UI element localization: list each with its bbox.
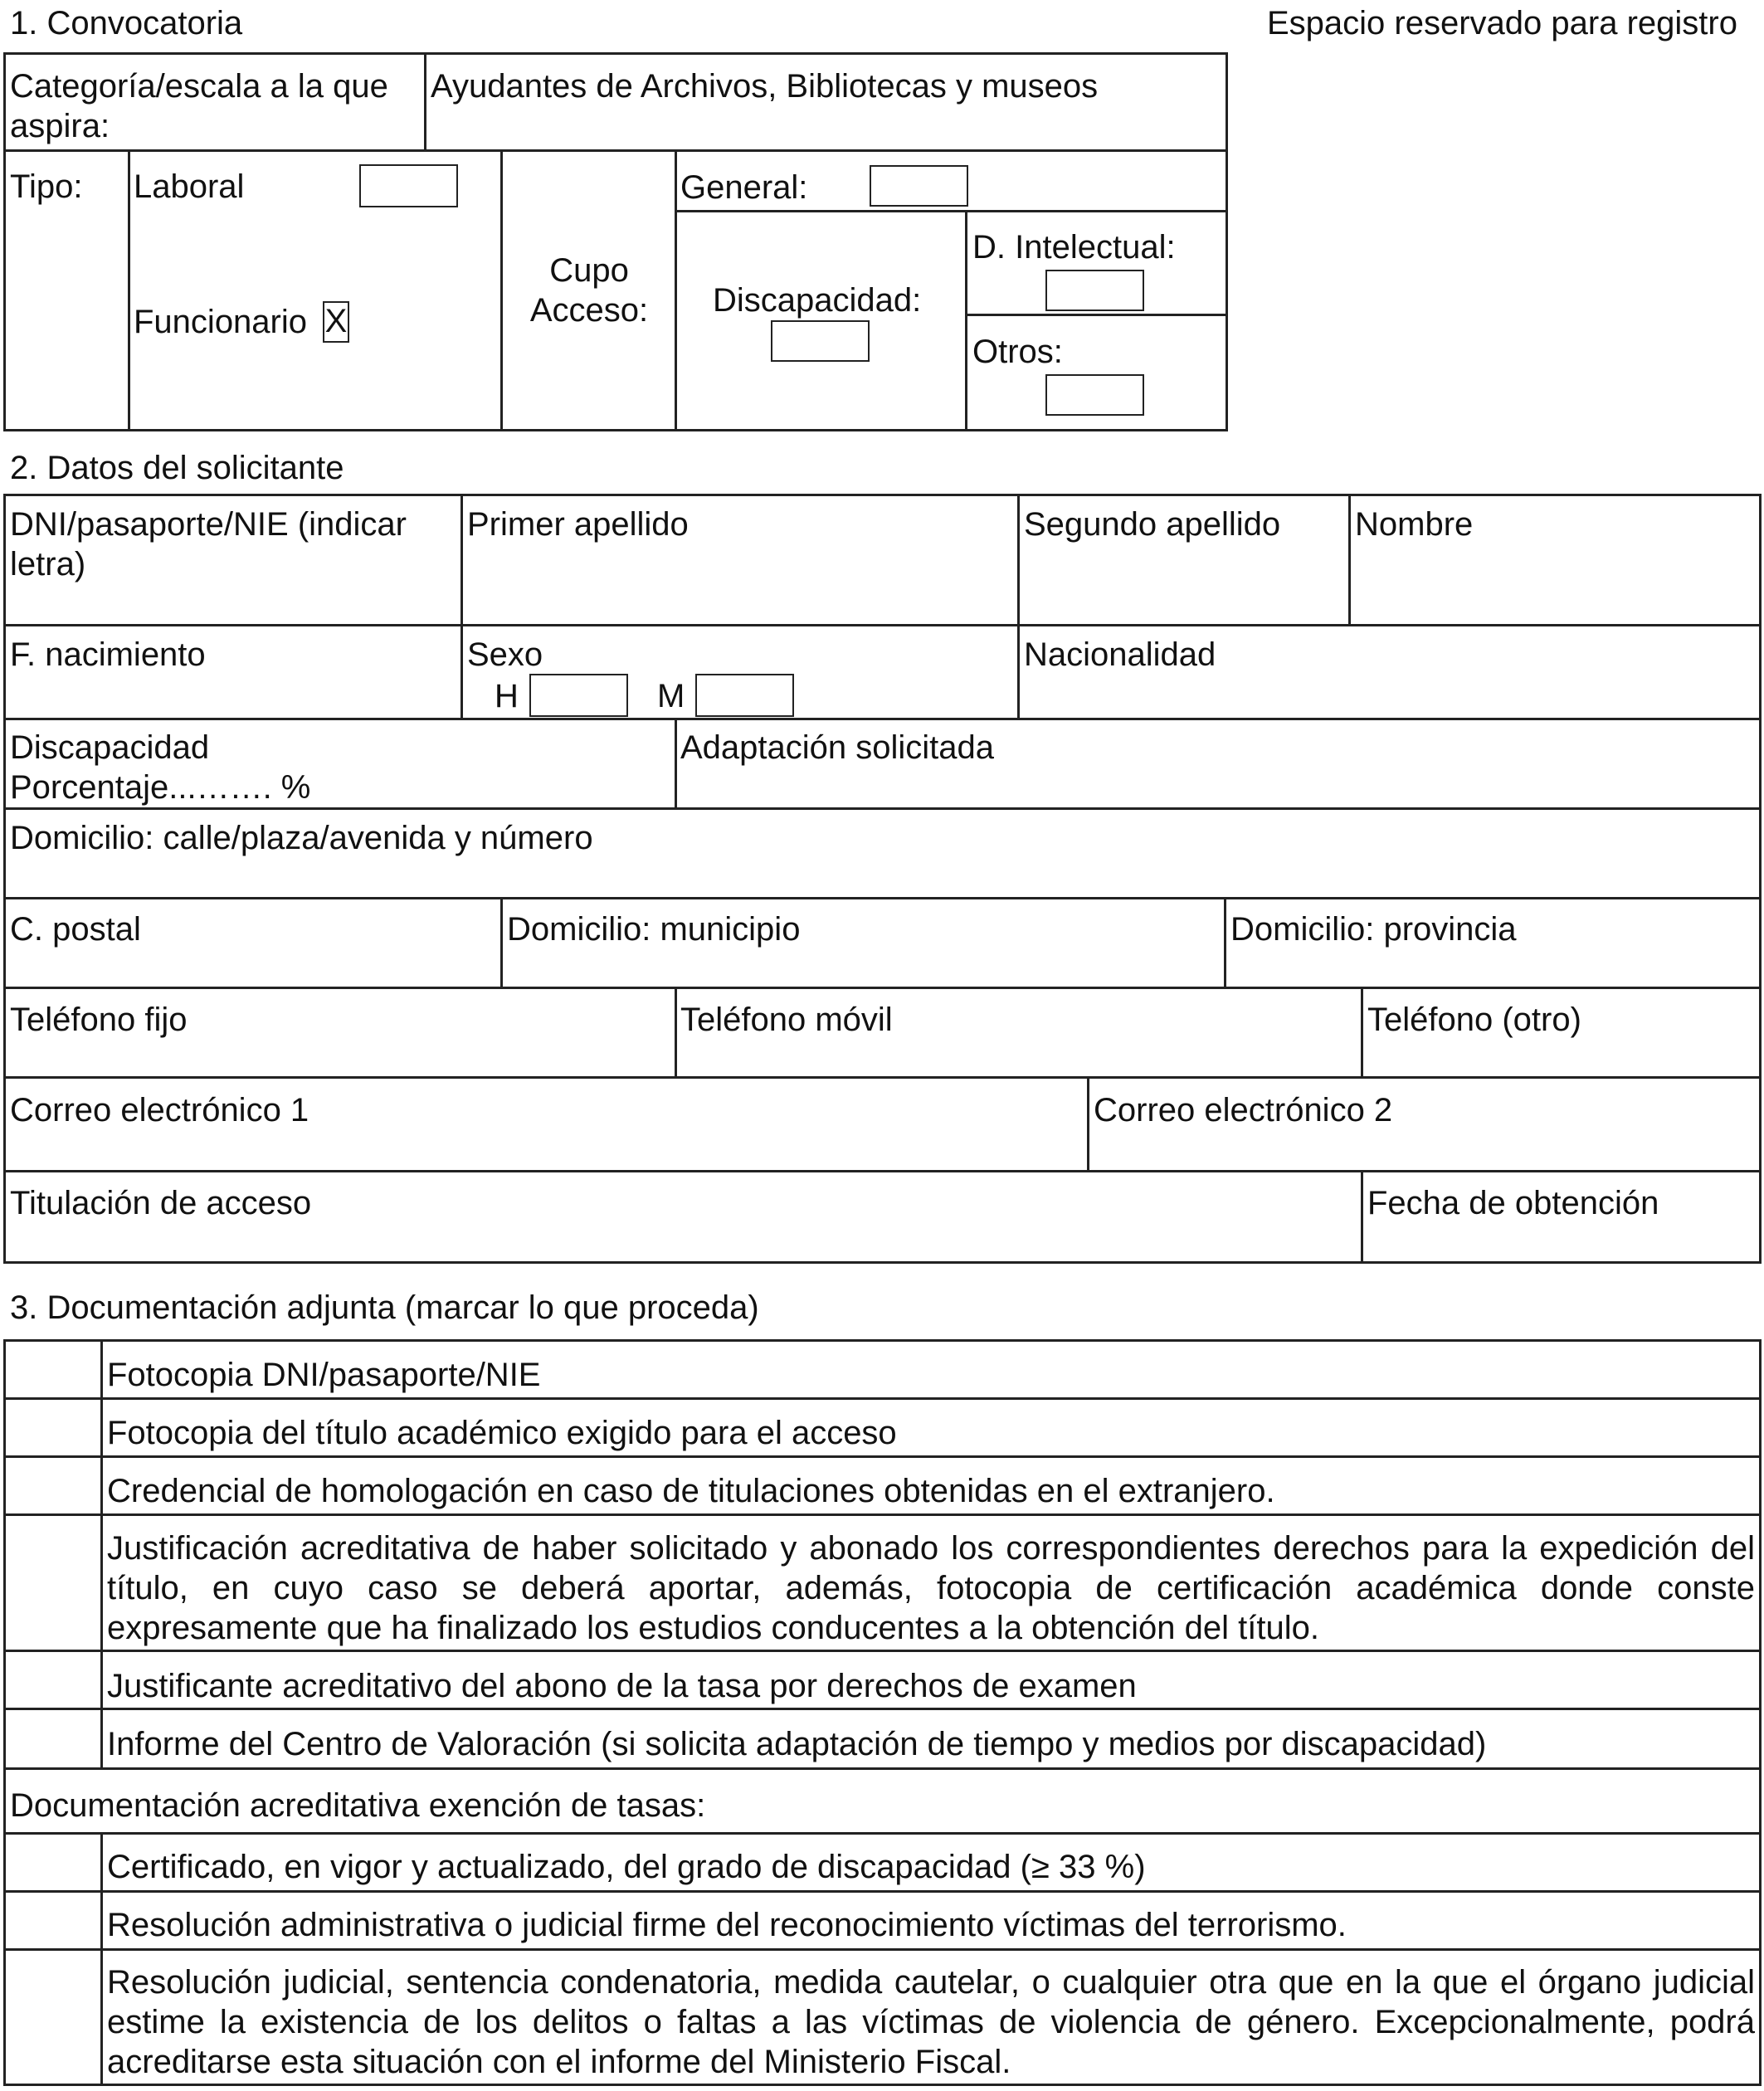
- section3-heading: 3. Documentación adjunta (marcar lo que proceda): [10, 1289, 759, 1326]
- segundo-apellido-field[interactable]: Segundo apellido: [1024, 506, 1281, 543]
- doc-item-titulo: Fotocopia del título académico exigido para el acceso: [107, 1415, 897, 1451]
- porcentaje-field[interactable]: Porcentaje...……. %: [10, 769, 311, 806]
- domicilio-calle-field[interactable]: Domicilio: calle/plaza/avenida y número: [10, 820, 593, 856]
- sexo-h-label: H: [495, 678, 519, 714]
- discapacidad-divider: [965, 210, 967, 431]
- sexo-m-checkbox[interactable]: [695, 674, 794, 717]
- discapacidad-label: Discapacidad:: [713, 282, 922, 319]
- exencion-item-violencia: Resolución judicial, sentencia condenatoria, medida cautelar, o cualquier otra que en la que el órgano judicial estime la existencia de los delitos o faltas a las víctimas de violencia de género. Excepcionalmente, podrá acreditarse esta situación con el informe del Ministerio Fiscal.: [107, 1964, 1755, 2080]
- discapacidad-checkbox[interactable]: [771, 320, 870, 362]
- exencion-item-terrorismo: Resolución administrativa o judicial firme del reconocimiento víctimas del terrorismo.: [107, 1907, 1347, 1943]
- divider: [1087, 1076, 1089, 1172]
- c-postal-field[interactable]: C. postal: [10, 911, 141, 948]
- tipo-divider: [128, 149, 130, 431]
- intelectual-label: D. Intelectual:: [972, 229, 1176, 266]
- nombre-field[interactable]: Nombre: [1355, 506, 1474, 543]
- general-checkbox[interactable]: [870, 165, 968, 207]
- general-divider: [675, 210, 1228, 212]
- exencion-checkbox-cell[interactable]: [6, 1951, 99, 2084]
- divider: [1224, 897, 1226, 989]
- intelectual-checkbox[interactable]: [1045, 270, 1144, 311]
- doc-item-dni: Fotocopia DNI/pasaporte/NIE: [107, 1357, 541, 1393]
- exencion-heading: Documentación acreditativa exención de tasas:: [10, 1787, 706, 1824]
- doc-item-informe: Informe del Centro de Valoración (si solicita adaptación de tiempo y medios por discapacidad): [107, 1726, 1487, 1762]
- row-nacimiento: [3, 624, 1762, 720]
- doc-checkbox-cell[interactable]: [6, 1516, 99, 1650]
- adaptacion-field[interactable]: Adaptación solicitada: [680, 729, 995, 766]
- tipo-label: Tipo:: [10, 168, 83, 205]
- correo1-field[interactable]: Correo electrónico 1: [10, 1092, 309, 1128]
- doc-item-tasa: Justificante acreditativo del abono de la tasa por derechos de examen: [107, 1668, 1137, 1704]
- exencion-item-discapacidad: Certificado, en vigor y actualizado, del grado de discapacidad (≥ 33 %): [107, 1849, 1146, 1885]
- laboral-checkbox[interactable]: [359, 164, 458, 207]
- categoria-divider: [424, 52, 426, 152]
- exencion-checkbox-cell[interactable]: [6, 1893, 99, 1948]
- nacionalidad-field[interactable]: Nacionalidad: [1024, 636, 1216, 673]
- divider: [675, 718, 677, 810]
- doc-checkbox-cell[interactable]: [6, 1652, 99, 1708]
- general-label: General:: [680, 169, 808, 206]
- otros-checkbox[interactable]: [1045, 374, 1144, 416]
- titulacion-field[interactable]: Titulación de acceso: [10, 1185, 312, 1221]
- doc-checkbox-cell[interactable]: [6, 1458, 99, 1513]
- checkbox-column-divider: [100, 1832, 103, 2086]
- laboral-label: Laboral: [134, 168, 245, 205]
- divider: [460, 624, 463, 720]
- provincia-field[interactable]: Domicilio: provincia: [1230, 911, 1517, 948]
- divider: [1017, 494, 1020, 626]
- cupo-acceso-label: Cupo Acceso:: [529, 252, 649, 329]
- section1-heading: 1. Convocatoria: [10, 5, 243, 41]
- municipio-field[interactable]: Domicilio: municipio: [507, 911, 801, 948]
- sexo-label: Sexo: [467, 636, 543, 673]
- funcionario-checkbox[interactable]: X: [323, 301, 349, 343]
- categoria-value[interactable]: Ayudantes de Archivos, Bibliotecas y museos: [431, 68, 1099, 105]
- categoria-label: Categoría/escala a la que aspira:: [10, 68, 388, 144]
- discapacidad-field-label: Discapacidad: [10, 729, 210, 766]
- divider: [1361, 987, 1363, 1079]
- registry-space-label: Espacio reservado para registro: [1267, 5, 1737, 41]
- divider: [460, 494, 463, 626]
- divider: [675, 987, 677, 1079]
- telefono-fijo-field[interactable]: Teléfono fijo: [10, 1002, 188, 1038]
- otros-label: Otros:: [972, 334, 1063, 370]
- fecha-obtencion-field[interactable]: Fecha de obtención: [1367, 1185, 1659, 1221]
- correo2-field[interactable]: Correo electrónico 2: [1094, 1092, 1393, 1128]
- divider: [1348, 494, 1351, 626]
- tipo-cupo-divider: [500, 149, 503, 431]
- checkbox-column-divider: [100, 1339, 103, 1770]
- intelectual-divider: [965, 314, 1228, 316]
- divider: [500, 897, 503, 989]
- doc-item-justificacion: Justificación acreditativa de haber solicitado y abonado los correspondientes derechos para la expedición del título, en cuyo caso se deberá aportar, además, fotocopia de certificación académica donde conste expresamente que ha finalizado los estudios conducentes a la obtención del título.: [107, 1530, 1755, 1646]
- doc-checkbox-cell[interactable]: [6, 1342, 99, 1397]
- doc-checkbox-cell[interactable]: [6, 1710, 99, 1767]
- section2-heading: 2. Datos del solicitante: [10, 450, 344, 486]
- funcionario-label: Funcionario: [134, 304, 308, 340]
- f-nacimiento-field[interactable]: F. nacimiento: [10, 636, 206, 673]
- dni-field[interactable]: DNI/pasaporte/NIE (indicar letra): [10, 506, 407, 582]
- exencion-checkbox-cell[interactable]: [6, 1835, 99, 1890]
- primer-apellido-field[interactable]: Primer apellido: [467, 506, 689, 543]
- cupo-divider: [675, 149, 677, 431]
- divider: [1361, 1170, 1363, 1264]
- doc-item-homologacion: Credencial de homologación en caso de titulaciones obtenidas en el extranjero.: [107, 1473, 1275, 1509]
- telefono-otro-field[interactable]: Teléfono (otro): [1367, 1002, 1581, 1038]
- doc-checkbox-cell[interactable]: [6, 1400, 99, 1455]
- sexo-h-checkbox[interactable]: [529, 674, 628, 717]
- sexo-m-label: M: [657, 678, 685, 714]
- telefono-movil-field[interactable]: Teléfono móvil: [680, 1002, 893, 1038]
- divider: [1017, 624, 1020, 720]
